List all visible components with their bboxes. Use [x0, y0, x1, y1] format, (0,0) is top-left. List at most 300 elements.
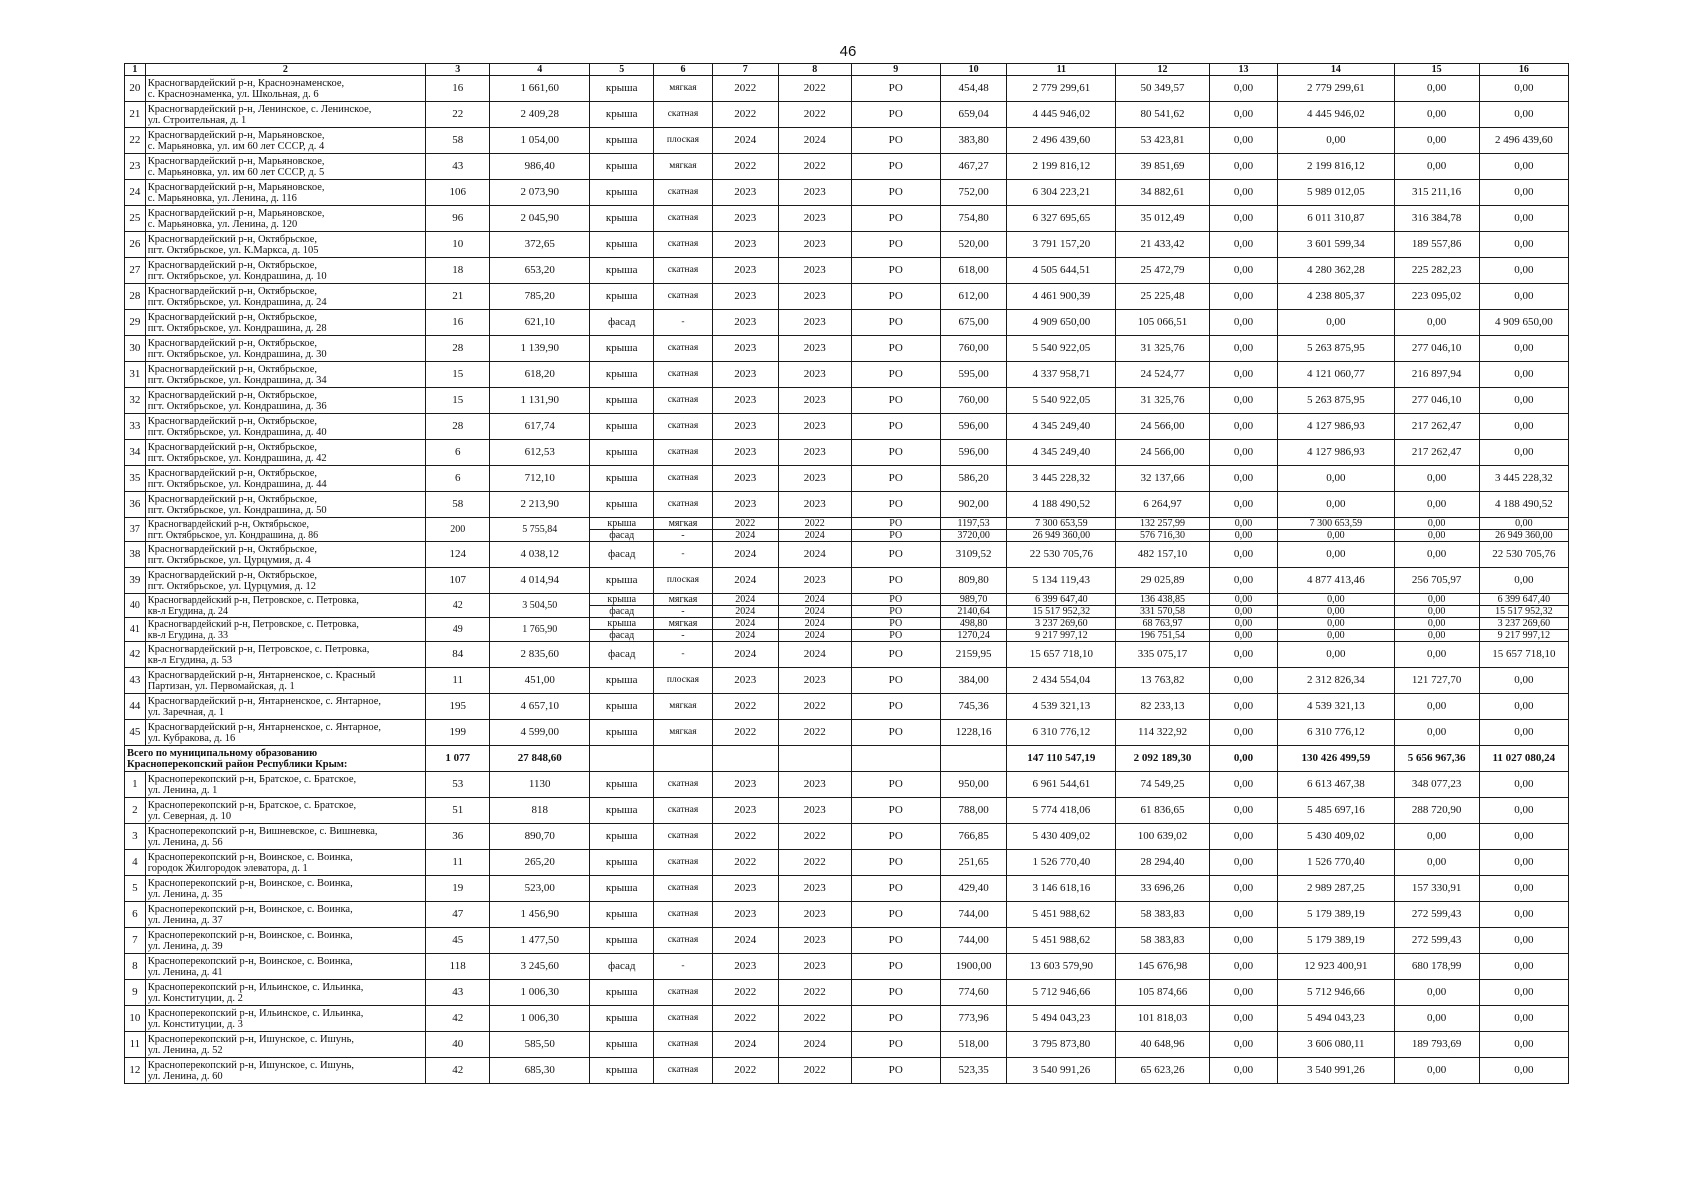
- cost-cell: 136 438,85: [1116, 594, 1209, 606]
- cost-cell: 3 237 269,60: [1007, 618, 1116, 630]
- work-type-cell: крыша: [590, 618, 654, 630]
- cost-cell: 132 257,99: [1116, 518, 1209, 530]
- address-line: пгт. Октябрьское, ул. Кондрашина, д. 28: [147, 322, 327, 334]
- cost-cell: 0,00: [1278, 630, 1394, 642]
- address-line: Красноперекопский р-н, Вишневское, с. Вишневка,: [147, 825, 378, 837]
- method-cell: РО: [851, 414, 940, 440]
- method-cell: РО: [851, 76, 940, 102]
- cost-cell: 6 327 695,65: [1007, 206, 1116, 232]
- area-cell: 785,20: [490, 284, 590, 310]
- table-row: [125, 876, 1569, 902]
- cost-cell: 4 877 413,46: [1278, 568, 1394, 594]
- address-cell: [145, 902, 425, 928]
- cost-cell: 0,00: [1209, 642, 1278, 668]
- area-cell: 2 073,90: [490, 180, 590, 206]
- cost-cell: 0,00: [1394, 980, 1479, 1006]
- roof-type-cell: плоская: [654, 128, 712, 154]
- year-cell: 2023: [712, 284, 778, 310]
- address-line: пгт. Октябрьское, ул. Кондрашина, д. 42: [147, 452, 327, 464]
- row-number-cell: 6: [125, 902, 146, 928]
- method-cell: РО: [851, 180, 940, 206]
- cost-cell: 348 077,23: [1394, 772, 1479, 798]
- cost-cell: 0,00: [1209, 798, 1278, 824]
- address-line: Красногвардейский р-н, Красноэнаменское,: [147, 77, 345, 89]
- address-cell: [145, 694, 425, 720]
- year-cell: 2024: [712, 1032, 778, 1058]
- method-cell: РО: [851, 466, 940, 492]
- cost-cell: 3 791 157,20: [1007, 232, 1116, 258]
- amount-cell: 454,48: [940, 76, 1006, 102]
- year-cell: 2024: [712, 642, 778, 668]
- cost-cell: 0,00: [1394, 630, 1479, 642]
- row-number-cell: 35: [125, 466, 146, 492]
- work-type-cell: крыша: [590, 1058, 654, 1084]
- roof-type-cell: скатная: [654, 850, 712, 876]
- address-line: Красногвардейский р-н, Октябрьское,: [147, 311, 318, 323]
- address-line: Красногвардейский р-н, Петровское, с. Петровка,: [147, 594, 359, 606]
- cost-cell: 100 639,02: [1116, 824, 1209, 850]
- cost-cell: 5 263 875,95: [1278, 336, 1394, 362]
- address-cell: [145, 232, 425, 258]
- address-line: кв-л Егудина, д. 53: [147, 654, 233, 666]
- method-cell: РО: [851, 902, 940, 928]
- cost-cell: 196 751,54: [1116, 630, 1209, 642]
- cost-cell: 4 337 958,71: [1007, 362, 1116, 388]
- roof-type-cell: мягкая: [654, 594, 712, 606]
- cost-cell: 58 383,83: [1116, 928, 1209, 954]
- roof-type-cell: скатная: [654, 492, 712, 518]
- cost-cell: 0,00: [1209, 206, 1278, 232]
- address-cell: [145, 128, 425, 154]
- cost-cell: 0,00: [1394, 466, 1479, 492]
- year-cell: 2023: [778, 466, 851, 492]
- address-line: ул. Кубракова, д. 16: [147, 732, 236, 744]
- year-cell: 2022: [778, 518, 851, 530]
- address-cell: [145, 720, 425, 746]
- amount-cell: 760,00: [940, 336, 1006, 362]
- cost-cell: 2 989 287,25: [1278, 876, 1394, 902]
- row-number-cell: 27: [125, 258, 146, 284]
- method-cell: РО: [851, 206, 940, 232]
- count-cell: 200: [426, 518, 490, 542]
- cost-cell: 2 312 826,34: [1278, 668, 1394, 694]
- year-cell: 2023: [712, 902, 778, 928]
- cost-cell: 5 712 946,66: [1007, 980, 1116, 1006]
- cost-cell: 22 530 705,76: [1479, 542, 1568, 568]
- method-cell: РО: [851, 606, 940, 618]
- address-cell: [145, 310, 425, 336]
- cost-cell: 5 430 409,02: [1007, 824, 1116, 850]
- cost-cell: 32 137,66: [1116, 466, 1209, 492]
- table-row: [125, 128, 1569, 154]
- roof-type-cell: скатная: [654, 284, 712, 310]
- cost-cell: 33 696,26: [1116, 876, 1209, 902]
- address-cell: [145, 440, 425, 466]
- method-cell: РО: [851, 284, 940, 310]
- roof-type-cell: скатная: [654, 206, 712, 232]
- cost-cell: 80 541,62: [1116, 102, 1209, 128]
- cost-cell: 0,00: [1209, 980, 1278, 1006]
- address-line: Красногвардейский р-н, Октябрьское,: [147, 467, 318, 479]
- area-cell: 585,50: [490, 1032, 590, 1058]
- row-number-cell: 25: [125, 206, 146, 232]
- amount-cell: 788,00: [940, 798, 1006, 824]
- address-cell: [145, 180, 425, 206]
- cost-cell: 5 774 418,06: [1007, 798, 1116, 824]
- row-number-cell: 30: [125, 336, 146, 362]
- area-cell: 685,30: [490, 1058, 590, 1084]
- address-cell: [145, 568, 425, 594]
- table-row: [125, 232, 1569, 258]
- amount-cell: 659,04: [940, 102, 1006, 128]
- header-cell: 2: [145, 64, 425, 76]
- address-cell: [145, 850, 425, 876]
- cost-cell: 0,00: [1394, 850, 1479, 876]
- amount-cell: 384,00: [940, 668, 1006, 694]
- area-cell: 818: [490, 798, 590, 824]
- table-row: [125, 772, 1569, 798]
- address-line: ул. Ленина, д. 60: [147, 1070, 223, 1082]
- count-cell: 21: [426, 284, 490, 310]
- row-number-cell: 8: [125, 954, 146, 980]
- address-line: пгт. Октябрьское, ул. Кондрашина, д. 86: [147, 529, 319, 541]
- year-cell: 2023: [778, 902, 851, 928]
- area-cell: 621,10: [490, 310, 590, 336]
- empty-cell: [778, 746, 851, 772]
- year-cell: 2022: [778, 694, 851, 720]
- address-line: Красноперекопский р-н, Воинское, с. Воинка,: [147, 903, 353, 915]
- address-line: кв-л Егудина, д. 24: [147, 605, 229, 617]
- address-cell: [145, 980, 425, 1006]
- method-cell: РО: [851, 258, 940, 284]
- cost-cell: 0,00: [1209, 850, 1278, 876]
- year-cell: 2023: [712, 206, 778, 232]
- method-cell: РО: [851, 310, 940, 336]
- address-line: ул. Ленина, д. 1: [147, 784, 218, 796]
- work-type-cell: крыша: [590, 850, 654, 876]
- amount-cell: 3109,52: [940, 542, 1006, 568]
- year-cell: 2023: [778, 928, 851, 954]
- cost-cell: 6 613 467,38: [1278, 772, 1394, 798]
- area-cell: 2 835,60: [490, 642, 590, 668]
- count-cell: 22: [426, 102, 490, 128]
- cost-cell: 4 909 650,00: [1479, 310, 1568, 336]
- method-cell: РО: [851, 668, 940, 694]
- cost-cell: 9 217 997,12: [1479, 630, 1568, 642]
- year-cell: 2024: [778, 642, 851, 668]
- address-cell: [145, 102, 425, 128]
- table-row: [125, 694, 1569, 720]
- year-cell: 2022: [712, 980, 778, 1006]
- work-type-cell: крыша: [590, 466, 654, 492]
- work-type-cell: крыша: [590, 336, 654, 362]
- count-cell: 45: [426, 928, 490, 954]
- method-cell: РО: [851, 594, 940, 606]
- table-row: [125, 336, 1569, 362]
- table-row: [125, 594, 1569, 606]
- cost-cell: 0,00: [1394, 642, 1479, 668]
- year-cell: 2023: [778, 414, 851, 440]
- table-row: [125, 362, 1569, 388]
- cost-cell: 5 134 119,43: [1007, 568, 1116, 594]
- work-type-cell: крыша: [590, 720, 654, 746]
- year-cell: 2023: [712, 362, 778, 388]
- cost-cell: 58 383,83: [1116, 902, 1209, 928]
- method-cell: РО: [851, 850, 940, 876]
- address-cell: [145, 154, 425, 180]
- count-cell: 195: [426, 694, 490, 720]
- area-cell: 1 765,90: [490, 618, 590, 642]
- cost-cell: 0,00: [1394, 694, 1479, 720]
- cost-cell: 0,00: [1394, 310, 1479, 336]
- cost-cell: 53 423,81: [1116, 128, 1209, 154]
- cost-cell: 331 570,58: [1116, 606, 1209, 618]
- address-line: с. Марьяновка, ул. им 60 лет СССР, д. 4: [147, 140, 325, 152]
- cost-cell: 0,00: [1479, 720, 1568, 746]
- address-cell: [145, 954, 425, 980]
- cost-cell: 0,00: [1479, 336, 1568, 362]
- table-row: [125, 1006, 1569, 1032]
- cost-cell: 223 095,02: [1394, 284, 1479, 310]
- address-line: Красноперекопский р-н, Воинское, с. Воинка,: [147, 877, 353, 889]
- header-cell: 6: [654, 64, 712, 76]
- address-cell: [145, 772, 425, 798]
- roof-type-cell: скатная: [654, 1058, 712, 1084]
- cost-cell: 34 882,61: [1116, 180, 1209, 206]
- count-cell: 6: [426, 466, 490, 492]
- cost-cell: 2 496 439,60: [1007, 128, 1116, 154]
- year-cell: 2022: [778, 980, 851, 1006]
- count-cell: 118: [426, 954, 490, 980]
- year-cell: 2023: [712, 466, 778, 492]
- method-cell: РО: [851, 518, 940, 530]
- cost-cell: 0,00: [1209, 362, 1278, 388]
- year-cell: 2023: [778, 232, 851, 258]
- count-cell: 96: [426, 206, 490, 232]
- work-type-cell: крыша: [590, 180, 654, 206]
- roof-type-cell: скатная: [654, 980, 712, 1006]
- cost-cell: 0,00: [1209, 518, 1278, 530]
- year-cell: 2023: [712, 232, 778, 258]
- address-cell: [145, 518, 425, 542]
- address-cell: [145, 492, 425, 518]
- area-cell: 4 657,10: [490, 694, 590, 720]
- header-cell: 16: [1479, 64, 1568, 76]
- row-number-cell: 11: [125, 1032, 146, 1058]
- cost-cell: 5 540 922,05: [1007, 388, 1116, 414]
- cost-cell: 0,00: [1394, 720, 1479, 746]
- table-row: [125, 102, 1569, 128]
- cost-cell: 4 445 946,02: [1007, 102, 1116, 128]
- year-cell: 2022: [778, 720, 851, 746]
- amount-cell: 2140,64: [940, 606, 1006, 618]
- cost-cell: 277 046,10: [1394, 336, 1479, 362]
- address-line: Красногвардейский р-н, Янтарненское, с. Красный: [147, 669, 376, 681]
- amount-cell: 596,00: [940, 414, 1006, 440]
- count-cell: 51: [426, 798, 490, 824]
- cost-cell: 26 949 360,00: [1007, 530, 1116, 542]
- year-cell: 2023: [778, 876, 851, 902]
- address-line: пгт. Октябрьское, ул. Кондрашина, д. 44: [147, 478, 327, 490]
- cost-cell: 4 345 249,40: [1007, 414, 1116, 440]
- cost-cell: 0,00: [1479, 824, 1568, 850]
- cost-cell: 0,00: [1209, 1006, 1278, 1032]
- work-type-cell: крыша: [590, 388, 654, 414]
- count-cell: 16: [426, 310, 490, 336]
- address-cell: [145, 876, 425, 902]
- count-cell: 84: [426, 642, 490, 668]
- row-number-cell: 3: [125, 824, 146, 850]
- amount-cell: 1270,24: [940, 630, 1006, 642]
- row-number-cell: 38: [125, 542, 146, 568]
- amount-cell: 251,65: [940, 850, 1006, 876]
- roof-type-cell: скатная: [654, 102, 712, 128]
- method-cell: РО: [851, 694, 940, 720]
- count-cell: 16: [426, 76, 490, 102]
- cost-cell: 0,00: [1479, 1032, 1568, 1058]
- year-cell: 2022: [712, 850, 778, 876]
- area-cell: 1 006,30: [490, 1006, 590, 1032]
- area-cell: 986,40: [490, 154, 590, 180]
- method-cell: РО: [851, 720, 940, 746]
- year-cell: 2022: [712, 1058, 778, 1084]
- method-cell: РО: [851, 824, 940, 850]
- cost-cell: 3 795 873,80: [1007, 1032, 1116, 1058]
- row-number-cell: 36: [125, 492, 146, 518]
- count-cell: 124: [426, 542, 490, 568]
- cost-cell: 24 524,77: [1116, 362, 1209, 388]
- row-number-cell: 45: [125, 720, 146, 746]
- row-number-cell: 28: [125, 284, 146, 310]
- table-row: [125, 1058, 1569, 1084]
- cost-cell: 0,00: [1479, 102, 1568, 128]
- work-type-cell: крыша: [590, 668, 654, 694]
- method-cell: РО: [851, 954, 940, 980]
- address-line: Красноперекопский р-н, Братское, с. Братское,: [147, 773, 357, 785]
- count-cell: 43: [426, 154, 490, 180]
- row-number-cell: 29: [125, 310, 146, 336]
- work-type-cell: крыша: [590, 772, 654, 798]
- cost-cell: 0,00: [1278, 542, 1394, 568]
- year-cell: 2023: [712, 876, 778, 902]
- cost-cell: 3 606 080,11: [1278, 1032, 1394, 1058]
- roof-type-cell: -: [654, 630, 712, 642]
- year-cell: 2023: [778, 954, 851, 980]
- count-cell: 11: [426, 850, 490, 876]
- count-cell: 43: [426, 980, 490, 1006]
- cost-cell: 0,00: [1209, 180, 1278, 206]
- address-line: Красногвардейский р-н, Октябрьское,: [147, 259, 318, 271]
- roof-type-cell: скатная: [654, 876, 712, 902]
- total-cost-cell: 130 426 499,59: [1278, 746, 1394, 772]
- cost-cell: 15 517 952,32: [1479, 606, 1568, 618]
- year-cell: 2022: [712, 720, 778, 746]
- count-cell: 49: [426, 618, 490, 642]
- cost-cell: 0,00: [1479, 772, 1568, 798]
- cost-cell: 145 676,98: [1116, 954, 1209, 980]
- roof-type-cell: скатная: [654, 336, 712, 362]
- header-cell: 10: [940, 64, 1006, 76]
- cost-cell: 4 127 986,93: [1278, 414, 1394, 440]
- table-row: [125, 76, 1569, 102]
- address-line: Красногвардейский р-н, Петровское, с. Петровка,: [147, 618, 359, 630]
- total-row: [125, 746, 1569, 772]
- cost-cell: 0,00: [1209, 258, 1278, 284]
- amount-cell: 745,36: [940, 694, 1006, 720]
- amount-cell: 902,00: [940, 492, 1006, 518]
- roof-type-cell: -: [654, 606, 712, 618]
- year-cell: 2024: [778, 542, 851, 568]
- amount-cell: 596,00: [940, 440, 1006, 466]
- address-line: Красноперекопский р-н, Ишунское, с. Ишунь,: [147, 1059, 354, 1071]
- address-line: Красногвардейский р-н, Октябрьское,: [147, 569, 318, 581]
- count-cell: 42: [426, 1058, 490, 1084]
- count-cell: 40: [426, 1032, 490, 1058]
- method-cell: РО: [851, 336, 940, 362]
- cost-cell: 2 779 299,61: [1007, 76, 1116, 102]
- cost-cell: 68 763,97: [1116, 618, 1209, 630]
- cost-cell: 101 818,03: [1116, 1006, 1209, 1032]
- cost-cell: 6 961 544,61: [1007, 772, 1116, 798]
- amount-cell: 467,27: [940, 154, 1006, 180]
- cost-cell: 0,00: [1209, 606, 1278, 618]
- cost-cell: 0,00: [1209, 668, 1278, 694]
- year-cell: 2024: [778, 630, 851, 642]
- year-cell: 2024: [778, 128, 851, 154]
- address-cell: [145, 362, 425, 388]
- cost-cell: 0,00: [1209, 568, 1278, 594]
- work-type-cell: крыша: [590, 154, 654, 180]
- address-line: Красногвардейский р-н, Октябрьское,: [147, 337, 318, 349]
- cost-cell: 5 179 389,19: [1278, 902, 1394, 928]
- table-row: [125, 720, 1569, 746]
- cost-cell: 5 712 946,66: [1278, 980, 1394, 1006]
- document-table: [124, 63, 1569, 1084]
- roof-type-cell: скатная: [654, 1006, 712, 1032]
- cost-cell: 0,00: [1278, 466, 1394, 492]
- cost-cell: 0,00: [1209, 954, 1278, 980]
- address-line: Красногвардейский р-н, Ленинское, с. Ленинское,: [147, 103, 372, 115]
- cost-cell: 0,00: [1209, 530, 1278, 542]
- row-number-cell: 4: [125, 850, 146, 876]
- address-line: пгт. Октябрьское, ул. Кондрашина, д. 10: [147, 270, 327, 282]
- table-row: [125, 206, 1569, 232]
- work-type-cell: крыша: [590, 928, 654, 954]
- cost-cell: 0,00: [1394, 542, 1479, 568]
- roof-type-cell: скатная: [654, 258, 712, 284]
- year-cell: 2022: [712, 518, 778, 530]
- address-line: Красноперекопский р-н, Воинское, с. Воинка,: [147, 955, 353, 967]
- cost-cell: 6 399 647,40: [1479, 594, 1568, 606]
- cost-cell: 50 349,57: [1116, 76, 1209, 102]
- table-row: [125, 388, 1569, 414]
- cost-cell: 114 322,92: [1116, 720, 1209, 746]
- address-line: Красноперекопский р-н, Ишунское, с. Ишунь,: [147, 1033, 354, 1045]
- work-type-cell: фасад: [590, 310, 654, 336]
- count-cell: 28: [426, 414, 490, 440]
- row-number-cell: 21: [125, 102, 146, 128]
- work-type-cell: крыша: [590, 492, 654, 518]
- cost-cell: 0,00: [1479, 902, 1568, 928]
- table-row: [125, 180, 1569, 206]
- header-cell: 7: [712, 64, 778, 76]
- roof-type-cell: мягкая: [654, 694, 712, 720]
- year-cell: 2024: [712, 606, 778, 618]
- total-cost-cell: 147 110 547,19: [1007, 746, 1116, 772]
- amount-cell: 1228,16: [940, 720, 1006, 746]
- table-row: [125, 492, 1569, 518]
- address-line: ул. Ленина, д. 37: [147, 914, 223, 926]
